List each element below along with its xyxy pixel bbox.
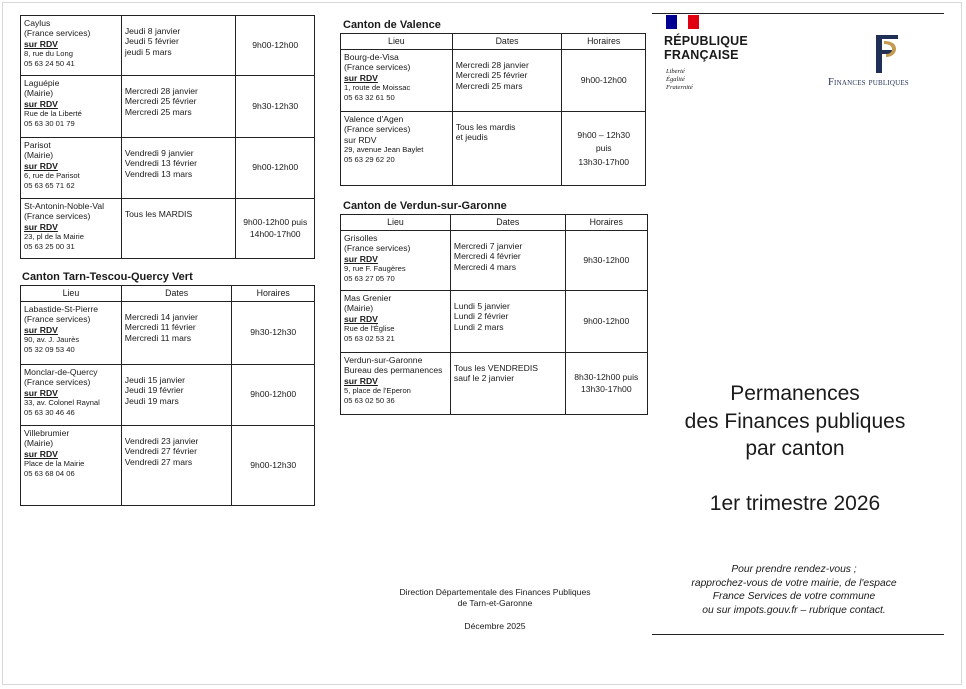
table-row xyxy=(341,50,646,112)
rdv-label: sur RDV xyxy=(24,98,58,109)
date-line: sauf le 2 janvier xyxy=(453,373,515,384)
table-row xyxy=(21,76,315,138)
dates-cell xyxy=(450,231,565,291)
address-line: 05 63 65 71 62 xyxy=(24,180,75,190)
lieu-line: Labastide-St-Pierre xyxy=(24,304,99,314)
date-line: Vendredi 13 mars xyxy=(124,168,193,179)
hours-cell xyxy=(562,50,646,112)
lieu-line: (France services) xyxy=(24,28,91,39)
lieu-line: (France services) xyxy=(24,211,91,222)
dates-cell xyxy=(121,16,236,76)
date-line: Mercredi 4 mars xyxy=(453,261,516,272)
canton-title-valence: Canton de Valence xyxy=(343,19,441,31)
date-line: Vendredi 27 février xyxy=(124,446,197,457)
date-line: Mercredi 25 février xyxy=(124,96,197,107)
hours-line: 9h00-12h00 xyxy=(250,389,297,400)
french-flag-icon xyxy=(666,15,699,29)
lieu-line: (France services) xyxy=(344,243,411,254)
hours-cell xyxy=(232,426,315,506)
table-row xyxy=(21,426,315,506)
column-header: Dates xyxy=(121,286,232,302)
date-line: Mercredi 28 janvier xyxy=(124,86,198,96)
address-line: 05 63 30 46 46 xyxy=(24,407,75,417)
table-valence xyxy=(340,33,646,186)
dates-cell xyxy=(121,426,232,506)
dates-cell xyxy=(121,199,236,259)
address-line: 23, pl de la Mairie xyxy=(24,232,84,242)
hours-line: 9h00-12h30 xyxy=(250,459,297,470)
date-line: Mercredi 7 janvier xyxy=(453,241,523,251)
hours-cell xyxy=(232,365,315,426)
lieu-line: Caylus xyxy=(24,18,51,28)
table-row xyxy=(21,16,315,76)
date-line: Jeudi 19 mars xyxy=(124,395,179,406)
table-row xyxy=(341,353,648,415)
direction-text: Direction Départementale des Finances Publiques de Tarn-et-Garonne xyxy=(399,587,591,609)
address-line: 05 63 24 50 41 xyxy=(24,58,75,68)
address-line: Place de la Mairie xyxy=(24,459,85,469)
column-header: Lieu xyxy=(341,215,451,231)
hours-line: puis xyxy=(595,143,612,154)
lieu-line: (France services) xyxy=(24,314,91,325)
lieu-line: Laguépie xyxy=(24,78,60,88)
rdv-label: sur RDV xyxy=(24,387,58,398)
lieu-cell xyxy=(21,16,122,76)
hours-line: 9h00 – 12h30 xyxy=(577,129,630,140)
date-line: Vendredi 9 janvier xyxy=(124,148,194,158)
date-line: Jeudi 8 janvier xyxy=(124,26,181,36)
lieu-line: Villebrumier xyxy=(24,428,70,438)
lieu-cell xyxy=(21,365,122,426)
hours-cell xyxy=(236,199,315,259)
table-caylus-block xyxy=(20,15,315,259)
address-line: 05 63 68 04 06 xyxy=(24,468,75,478)
address-line: 05 63 32 61 50 xyxy=(344,92,395,102)
hours-line: 9h30-12h00 xyxy=(583,254,630,265)
address-line: 05 63 25 00 31 xyxy=(24,241,75,251)
rdv-label: sur RDV xyxy=(344,72,378,83)
hours-cell xyxy=(236,16,315,76)
lieu-line: Bourg-de-Visa xyxy=(344,52,399,62)
dates-cell xyxy=(450,291,565,353)
dates-cell xyxy=(450,353,565,415)
table-row xyxy=(21,365,315,426)
table-row xyxy=(21,138,315,199)
date-line: Tous les mardis xyxy=(455,122,516,132)
bottom-divider xyxy=(652,634,944,635)
address-line: 1, route de Moissac xyxy=(344,83,411,93)
lieu-line: Valence d'Agen xyxy=(344,114,404,124)
hours-cell xyxy=(232,302,315,365)
column-header: Dates xyxy=(450,215,565,231)
address-line: 05 63 30 01 79 xyxy=(24,118,75,128)
hours-line: 14h00-17h00 xyxy=(249,228,301,239)
lieu-cell xyxy=(21,76,122,138)
hours-cell xyxy=(565,353,647,415)
address-line: 29, avenue Jean Baylet xyxy=(344,145,424,155)
address-line: 8, rue du Long xyxy=(24,49,73,59)
lieu-line: (Mairie) xyxy=(24,150,54,161)
dates-cell xyxy=(452,50,562,112)
date-line: Jeudi 19 février xyxy=(124,385,184,396)
dates-cell xyxy=(452,112,562,186)
date-line: Jeudi 5 février xyxy=(124,36,179,47)
lieu-cell xyxy=(341,353,451,415)
hours-cell xyxy=(565,231,647,291)
hours-line: 9h00-12h00 xyxy=(583,315,630,326)
lieu-cell xyxy=(21,138,122,199)
date-line: Jeudi 15 janvier xyxy=(124,375,185,385)
table-row xyxy=(341,291,648,353)
address-line: 5, place de l'Eperon xyxy=(344,386,411,396)
hours-line: 13h30-17h00 xyxy=(578,156,630,167)
date-line: Lundi 2 février xyxy=(453,311,509,322)
address-line: 05 63 02 50 36 xyxy=(344,395,395,405)
address-line: 6, rue de Parisot xyxy=(24,171,80,181)
address-line: 05 32 09 53 40 xyxy=(24,344,75,354)
lieu-cell xyxy=(341,291,451,353)
document-date: Décembre 2025 xyxy=(464,621,526,631)
column-header: Lieu xyxy=(21,286,122,302)
lieu-cell xyxy=(341,112,453,186)
lieu-line: (France services) xyxy=(344,124,411,135)
table-row xyxy=(341,231,648,291)
hours-line: 9h00-12h00 xyxy=(252,39,299,50)
dates-cell xyxy=(121,76,236,138)
lieu-line: (Mairie) xyxy=(24,88,54,99)
address-line: 05 63 27 05 70 xyxy=(344,273,395,283)
lieu-line: sur RDV xyxy=(344,134,377,145)
hours-line: 8h30-12h00 puis xyxy=(574,372,639,383)
table-row xyxy=(21,199,315,259)
lieu-cell xyxy=(21,426,122,506)
date-line: Mercredi 11 mars xyxy=(124,332,192,343)
lieu-line: Mas Grenier xyxy=(344,293,392,303)
lieu-cell xyxy=(341,50,453,112)
table-tarn-tescou xyxy=(20,285,315,506)
table-row xyxy=(341,112,646,186)
finances-publiques-label: Finances publiques xyxy=(828,77,909,88)
lieu-line: Monclar-de-Quercy xyxy=(24,367,98,377)
republique-francaise-logo: RÉPUBLIQUE FRANÇAISE xyxy=(664,34,748,63)
lieu-line: (Mairie) xyxy=(344,303,374,314)
republic-motto: Liberté Égalité Fraternité xyxy=(666,68,693,92)
column-header: Dates xyxy=(452,34,562,50)
rdv-label: sur RDV xyxy=(344,253,378,264)
lieu-line: Grisolles xyxy=(344,233,378,243)
rdv-label: sur RDV xyxy=(24,221,58,232)
column-header: Horaires xyxy=(565,215,647,231)
date-line: Mercredi 28 janvier xyxy=(455,60,529,70)
top-divider xyxy=(652,13,944,14)
hours-cell xyxy=(562,112,646,186)
date-line: Mercredi 25 février xyxy=(455,70,528,81)
date-line: et jeudis xyxy=(455,132,488,143)
lieu-line: Verdun-sur-Garonne xyxy=(344,355,423,365)
table-verdun xyxy=(340,214,648,415)
date-line: Mercredi 25 mars xyxy=(455,80,523,91)
appointment-note: Pour prendre rendez-vous ; rapprochez-vous de votre mairie, de l'espace France Services de votre commune ou sur impots.gouv.fr – rubrique contact. xyxy=(691,564,897,616)
column-header: Horaires xyxy=(562,34,646,50)
lieu-cell xyxy=(341,231,451,291)
hours-line: 9h00-12h00 xyxy=(252,162,299,173)
rdv-label: sur RDV xyxy=(24,38,58,49)
date-line: Mercredi 14 janvier xyxy=(124,312,198,322)
hours-line: 9h30-12h30 xyxy=(252,100,299,111)
table-row xyxy=(21,302,315,365)
hours-cell xyxy=(236,138,315,199)
address-line: 33, av. Colonel Raynal xyxy=(24,398,100,408)
rdv-label: sur RDV xyxy=(344,375,378,386)
date-line: Tous les MARDIS xyxy=(124,209,193,219)
address-line: Rue de l'Église xyxy=(344,324,395,334)
rdv-label: sur RDV xyxy=(24,160,58,171)
dates-cell xyxy=(121,302,232,365)
date-line: Tous les VENDREDIS xyxy=(453,363,538,373)
lieu-line: Bureau des permanences xyxy=(344,365,443,376)
date-line: Vendredi 23 janvier xyxy=(124,436,199,446)
lieu-line: (France services) xyxy=(344,62,411,73)
date-line: Vendredi 27 mars xyxy=(124,456,193,467)
lieu-cell xyxy=(21,302,122,365)
hours-line: 9h30-12h30 xyxy=(250,327,297,338)
date-line: Vendredi 13 février xyxy=(124,158,197,169)
lieu-line: Parisot xyxy=(24,140,51,150)
date-line: Mercredi 4 février xyxy=(453,251,521,262)
lieu-cell xyxy=(21,199,122,259)
column-header: Lieu xyxy=(341,34,453,50)
date-line: Lundi 2 mars xyxy=(453,321,504,332)
column-header: Horaires xyxy=(232,286,315,302)
hours-line: 9h00-12h00 puis xyxy=(243,217,308,228)
dates-cell xyxy=(121,365,232,426)
lieu-line: (Mairie) xyxy=(24,438,54,449)
main-title: Permanences des Finances publiques par canton xyxy=(684,382,906,461)
dates-cell xyxy=(121,138,236,199)
hours-cell xyxy=(236,76,315,138)
rdv-label: sur RDV xyxy=(24,448,58,459)
date-line: Mercredi 25 mars xyxy=(124,106,192,117)
canton-title-tarn-tescou: Canton Tarn-Tescou-Quercy Vert xyxy=(22,271,193,283)
date-line: Mercredi 11 février xyxy=(124,322,196,333)
rdv-label: sur RDV xyxy=(344,313,378,324)
address-line: 05 63 29 62 20 xyxy=(344,154,395,164)
address-line: 9, rue F. Faugères xyxy=(344,264,406,274)
address-line: 05 63 02 53 21 xyxy=(344,333,395,343)
date-line: Lundi 5 janvier xyxy=(453,301,510,311)
trimestre-label: 1er trimestre 2026 xyxy=(709,492,881,515)
rdv-label: sur RDV xyxy=(24,324,58,335)
hours-line: 9h00-12h00 xyxy=(580,74,627,85)
address-line: Rue de la Liberté xyxy=(24,109,82,119)
lieu-line: (France services) xyxy=(24,377,91,388)
finances-publiques-logo-icon xyxy=(856,31,916,75)
date-line: jeudi 5 mars xyxy=(124,46,172,57)
hours-cell xyxy=(565,291,647,353)
lieu-line: St-Antonin-Noble-Val xyxy=(24,201,105,211)
address-line: 90, av. J. Jaurès xyxy=(24,335,80,345)
hours-line: 13h30-17h00 xyxy=(580,383,632,394)
canton-title-verdun: Canton de Verdun-sur-Garonne xyxy=(343,200,507,212)
